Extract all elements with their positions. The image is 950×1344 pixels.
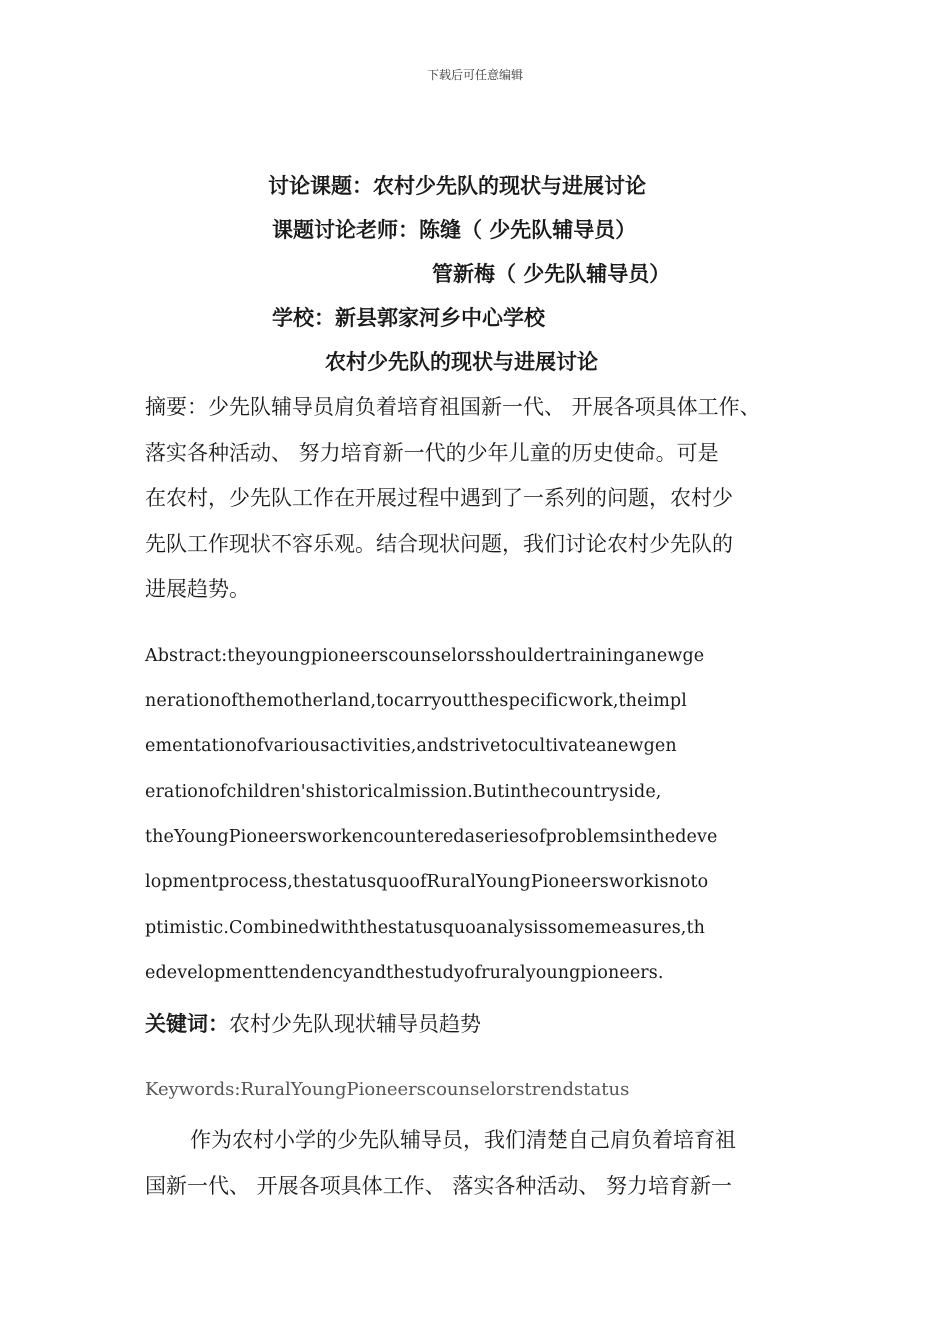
abstract-en-line: lopmentprocess,thestatusquoofRuralYoungPioneersworkisnoto <box>145 872 709 892</box>
research-topic: 讨论课题：农村少先队的现状与进展讨论 <box>268 174 646 198</box>
abstract-cn-line: 进展趋势。 <box>145 577 250 601</box>
body-line: 国新一代、 开展各项具体工作、 落实各种活动、 努力培育新一 <box>145 1174 733 1198</box>
abstract-en-line: theYoungPioneersworkencounteredaseriesofproblemsinthedeve <box>145 827 718 847</box>
abstract-cn-line: 先队工作现状不容乐观。结合现状问题，我们讨论农村少先队的 <box>145 532 733 556</box>
abstract-en-line: ptimistic.Combinedwiththestatusquoanalysissomemeasures,th <box>145 918 705 938</box>
teacher-line-1: 课题讨论老师：陈缝（ 少先队辅导员） <box>272 218 637 242</box>
abstract-en-line: ementationofvariousactivities,andstrivetocultivateanewgen <box>145 736 677 756</box>
teacher-line-2: 管新梅（ 少先队辅导员） <box>432 262 671 286</box>
keywords-cn-value: 农村少先队现状辅导员趋势 <box>229 1012 481 1036</box>
abstract-en-line: erationofchildren'shistoricalmission.Butinthecountryside, <box>145 782 662 802</box>
abstract-en-line: nerationofthemotherland,tocarryoutthespecificwork,theimpl <box>145 691 687 711</box>
school-line: 学校：新县郭家河乡中心学校 <box>272 306 545 330</box>
abstract-en-line: edevelopmenttendencyandthestudyofruralyoungpioneers. <box>145 963 664 983</box>
paper-title: 农村少先队的现状与进展讨论 <box>325 350 598 374</box>
body-line: 作为农村小学的少先队辅导员，我们清楚自己肩负着培育祖 <box>190 1128 736 1152</box>
abstract-cn-line: 落实各种活动、 努力培育新一代的少年儿童的历史使命。可是 <box>145 441 719 465</box>
keywords-cn-label: 关键词： <box>145 1012 229 1036</box>
abstract-en-line: Abstract:theyoungpioneerscounselorsshouldertraininganewge <box>145 646 705 666</box>
header-note: 下载后可任意编辑 <box>426 68 523 82</box>
keywords-cn <box>145 1010 481 1038</box>
abstract-cn-line: 在农村，少先队工作在开展过程中遇到了一系列的问题，农村少 <box>145 486 733 510</box>
keywords-en: Keywords:RuralYoungPioneerscounselorstrendstatus <box>145 1079 630 1100</box>
abstract-cn-line: 摘要：少先队辅导员肩负着培育祖国新一代、 开展各项具体工作、 <box>145 395 761 419</box>
